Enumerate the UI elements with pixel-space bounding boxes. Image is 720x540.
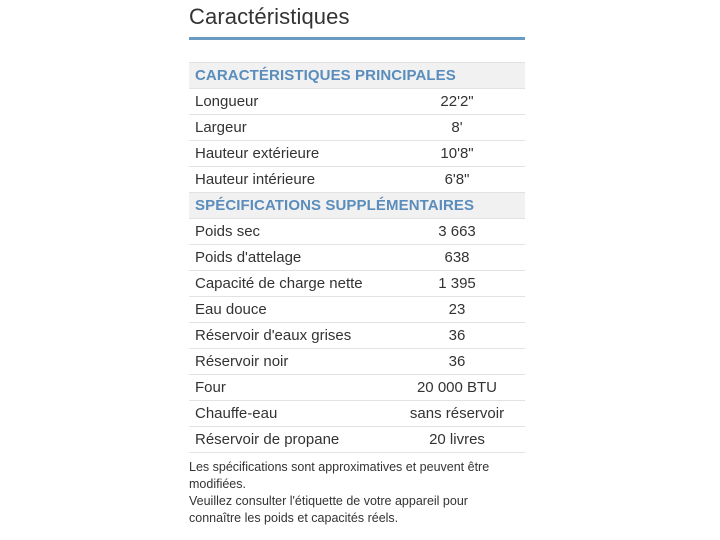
table-row [189,427,525,453]
table-row [189,89,525,115]
spec-value: 22'2" [397,89,525,115]
spec-value: 36 [397,323,525,349]
spec-value: 20 livres [397,427,525,453]
table-row [189,271,525,297]
spec-label: Réservoir d'eaux grises [189,323,397,349]
section-heading: CARACTÉRISTIQUES PRINCIPALES [189,63,525,89]
table-row [189,219,525,245]
specifications-table [189,62,525,453]
page-title: Caractéristiques [189,4,350,29]
spec-label: Poids sec [189,219,397,245]
title-underline [189,37,525,40]
spec-label: Longueur [189,89,397,115]
spec-label: Hauteur extérieure [189,141,397,167]
section-header-additional [189,193,525,219]
disclaimer-note [189,459,519,527]
spec-value: sans réservoir [397,401,525,427]
spec-label: Eau douce [189,297,397,323]
spec-label: Four [189,375,397,401]
spec-value: 23 [397,297,525,323]
disclaimer-line: Veuillez consulter l'étiquette de votre appareil pour connaître les poids et capacités réels. [189,494,468,525]
table-row [189,349,525,375]
spec-value: 638 [397,245,525,271]
spec-value: 8' [397,115,525,141]
section-header-main [189,63,525,89]
table-row [189,167,525,193]
table-row [189,401,525,427]
table-row [189,297,525,323]
disclaimer-line: Les spécifications sont approximatives et peuvent être modifiées. [189,460,490,491]
spec-label: Capacité de charge nette [189,271,397,297]
spec-label: Réservoir de propane [189,427,397,453]
spec-value: 3 663 [397,219,525,245]
table-row [189,245,525,271]
section-heading: SPÉCIFICATIONS SUPPLÉMENTAIRES [189,193,525,219]
table-row [189,115,525,141]
table-row [189,323,525,349]
spec-label: Réservoir noir [189,349,397,375]
spec-label: Poids d'attelage [189,245,397,271]
spec-value: 20 000 BTU [397,375,525,401]
spec-value: 36 [397,349,525,375]
spec-label: Hauteur intérieure [189,167,397,193]
spec-value: 1 395 [397,271,525,297]
spec-value: 6'8" [397,167,525,193]
spec-label: Largeur [189,115,397,141]
table-row [189,375,525,401]
spec-value: 10'8" [397,141,525,167]
spec-label: Chauffe-eau [189,401,397,427]
table-row [189,141,525,167]
